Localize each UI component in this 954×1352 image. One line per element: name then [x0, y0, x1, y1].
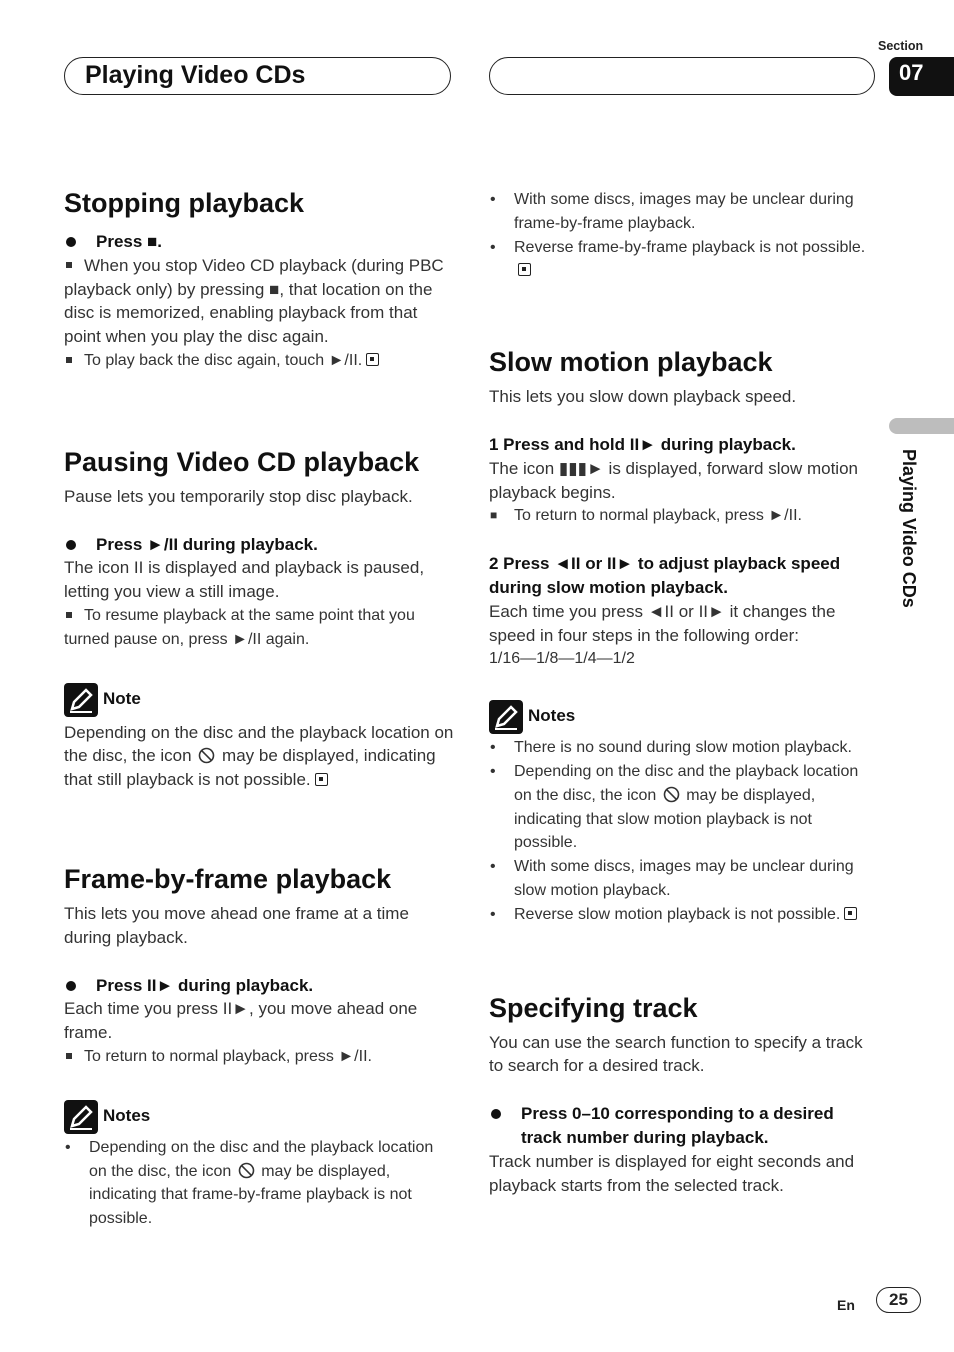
note-pencil-icon [489, 700, 523, 734]
slow-note-2: • Depending on the disc and the playback location on the disc, the icon may be displayed, indicating that slow motion playback is not possible. [490, 762, 859, 852]
header-title-pill [64, 57, 451, 95]
heading-frame: Frame-by-frame playback [64, 863, 392, 894]
pausing-intro: Pause lets you temporarily stop disc playback. [64, 486, 413, 506]
prohibited-icon [663, 786, 680, 803]
language-label: En [837, 1297, 855, 1313]
pausing-tip: To resume playback at the same point that you turned pause on, press ►/II again. [64, 606, 415, 648]
end-mark-icon [844, 907, 857, 920]
track-intro: You can use the search function to specify a track to search for a desired track. [489, 1032, 863, 1076]
prohibited-icon [198, 747, 215, 764]
frame-note-3: • Reverse frame-by-frame playback is not possible. [489, 236, 879, 284]
heading-pausing: Pausing Video CD playback [64, 446, 420, 477]
frame-tip: To return to normal playback, press ►/II. [64, 1045, 454, 1069]
slow-notes-header: Notes [489, 700, 879, 734]
frame-note-1: • Depending on the disc and the playback location on the disc, the icon may be displayed, indicating that frame-by-frame playback is not possible. [65, 1138, 434, 1228]
slow-note-3: • With some discs, images may be unclear during slow motion playback. [490, 858, 854, 899]
slow-step-1-body: The icon ▮▮▮► is displayed, forward slow motion playback begins. [489, 458, 858, 502]
side-tab-marker [889, 418, 954, 434]
slow-step-2-body: Each time you press ◄II or II► it changes the speed in four steps in the following order: [489, 601, 836, 645]
track-body: Track number is displayed for eight seconds and playback starts from the selected track. [489, 1151, 855, 1195]
frame-intro: This lets you move ahead one frame at a time during playback. [64, 903, 409, 947]
slow-step-1: 1 Press and hold II► during playback. [489, 434, 796, 454]
section-label: Section [878, 39, 924, 53]
slow-order: 1/16—1/8—1/4—1/2 [489, 650, 635, 668]
square-bullet [66, 612, 72, 618]
end-mark-icon [366, 353, 379, 366]
end-mark-icon [315, 773, 328, 786]
left-column [64, 186, 454, 1231]
slow-note-4: • Reverse slow motion playback is not possible. [489, 903, 879, 927]
bullet-dot [491, 1109, 501, 1119]
notes-header: Notes [64, 1100, 454, 1134]
stopping-tip: To play back the disc again, touch ►/II. [64, 349, 454, 373]
right-column [489, 188, 879, 1197]
prohibited-icon [238, 1162, 255, 1179]
pausing-note: Depending on the disc and the playback location on the disc, the icon may be displayed, indicating that still playback is not possible. [64, 722, 454, 790]
bullet-dot [66, 237, 76, 247]
bullet-dot [66, 981, 76, 991]
square-bullet [66, 262, 72, 268]
step-pausing: Press ►/II during playback. [64, 533, 454, 557]
slow-note-1: • There is no sound during slow motion playback. [490, 739, 852, 757]
page-number: 25 [876, 1287, 921, 1313]
heading-track: Specifying track [489, 992, 698, 1023]
page-title: Playing Video CDs [85, 61, 306, 89]
slow-intro: This lets you slow down playback speed. [489, 387, 797, 407]
step-stopping: Press ■. [64, 230, 454, 254]
step-track: Press 0–10 corresponding to a desired track number during playback. [489, 1102, 879, 1150]
stopping-body: When you stop Video CD playback (during PBC playback only) by pressing ■, that location on the disc is memorized, enabling playback from that point when you play the disc again. [64, 255, 444, 347]
slow-step-1-tip: ■ To return to normal playback, press ►/II. [490, 507, 802, 525]
step-frame: Press II► during playback. [64, 974, 454, 998]
note-pencil-icon [64, 683, 98, 717]
note-header: Note [64, 683, 454, 717]
square-bullet [66, 357, 72, 363]
heading-slow: Slow motion playback [489, 347, 773, 378]
bullet-dot [66, 540, 76, 550]
square-bullet [66, 1053, 72, 1059]
frame-body: Each time you press II►, you move ahead one frame. [64, 999, 418, 1043]
end-mark-icon [518, 263, 531, 276]
pausing-body: The icon II is displayed and playback is paused, letting you view a still image. [64, 558, 425, 602]
heading-stopping: Stopping playback [64, 188, 305, 218]
side-label: Playing Video CDs [899, 449, 919, 608]
slow-step-2: 2 Press ◄II or II► to adjust playback speed during slow motion playback. [489, 554, 841, 597]
note-pencil-icon [64, 1100, 98, 1134]
frame-note-2: • With some discs, images may be unclear during frame-by-frame playback. [490, 191, 854, 232]
section-number: 07 [889, 57, 954, 96]
header-empty-pill [489, 57, 875, 95]
